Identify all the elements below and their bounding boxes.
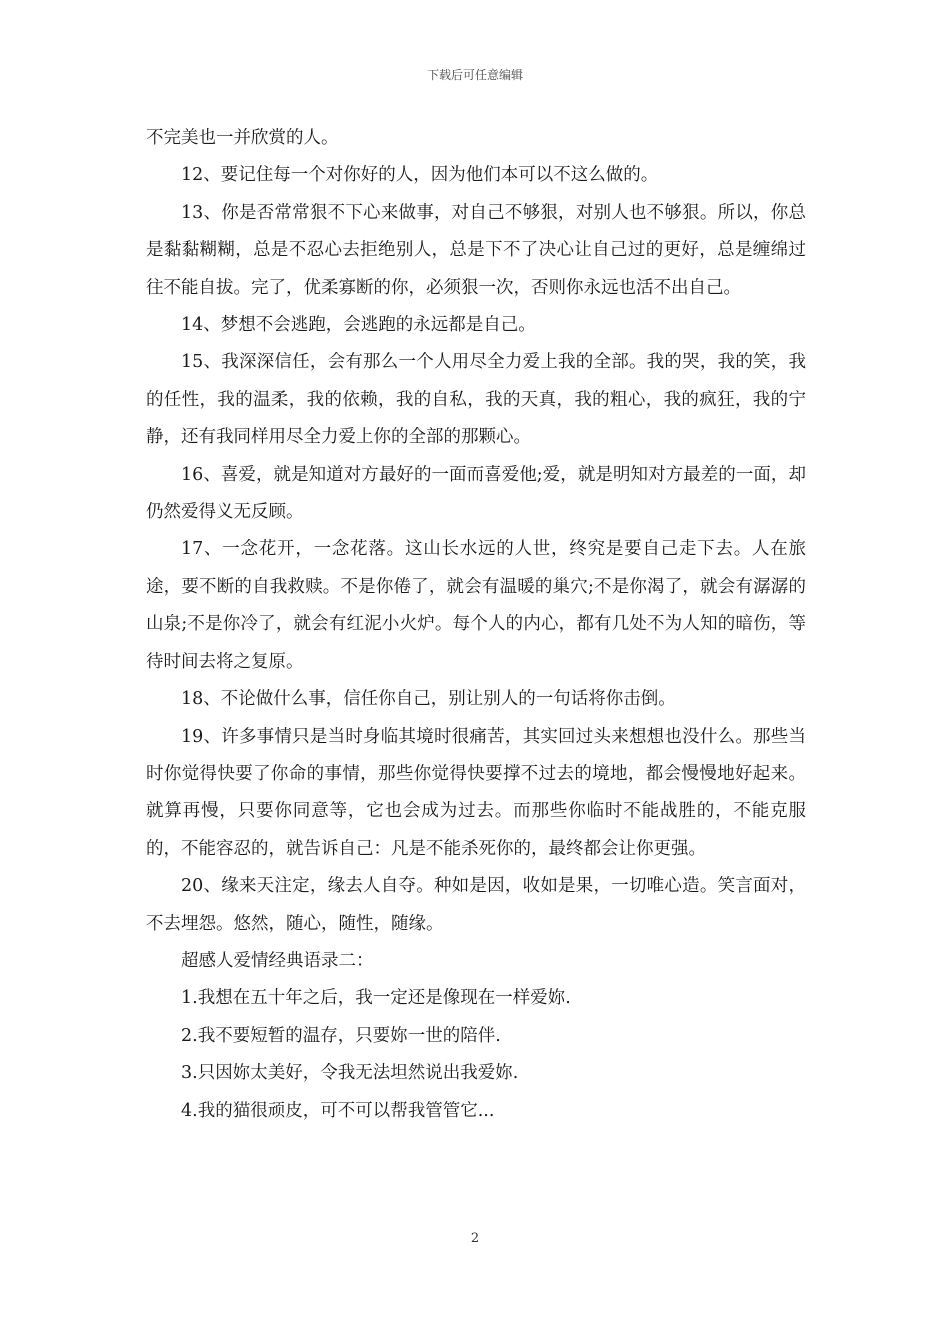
list-item: 3.只因妳太美好，令我无法坦然说出我爱妳. — [181, 1063, 519, 1084]
paragraph: 19、许多事情只是当时身临其境时很痛苦，其实回过头来想想也没什么。那些当时你觉得快要了你命的事情，那些你觉得快要撑不过去的境地，都会慢慢地好起来。就算再慢，只要你同意等，它也会成为过去。而那些你临时不能战胜的，不能克服的，不能容忍的，就告诉自己：凡是不能杀死你的，最终都会让你更强。 — [146, 726, 806, 859]
paragraph: 17、一念花开，一念花落。这山长水远的人世，终究是要自己走下去。人在旅途，要不断的自我救赎。不是你倦了，就会有温暖的巢穴;不是你渴了，就会有潺潺的山泉;不是你冷了，就会有红泥小火炉。每个人的内心，都有几处不为人知的暗伤，等待时间去将之复原。 — [146, 539, 806, 672]
paragraph: 16、喜爱，就是知道对方最好的一面而喜爱他;爱，就是明知对方最差的一面，却仍然爱得义无反顾。 — [146, 464, 806, 523]
section-heading: 超感人爱情经典语录二： — [181, 950, 374, 971]
list-item: 1.我想在五十年之后，我一定还是像现在一样爱妳. — [181, 988, 571, 1009]
page-number: 2 — [470, 1231, 480, 1246]
paragraph: 15、我深深信任，会有那么一个人用尽全力爱上我的全部。我的哭，我的笑，我的任性，我的温柔，我的依赖，我的自私，我的天真，我的粗心，我的疯狂，我的宁静，还有我同样用尽全力爱上你的全部的那颗心。 — [146, 352, 806, 448]
paragraph: 18、不论做什么事，信任你自己，别让别人的一句话将你击倒。 — [181, 689, 676, 710]
list-item: 2.我不要短暂的温存，只要妳一世的陪伴. — [181, 1025, 501, 1046]
paragraph: 12、要记住每一个对你好的人，因为他们本可以不这么做的。 — [181, 165, 659, 186]
paragraph: 不完美也一并欣赏的人。 — [146, 128, 339, 148]
paragraph: 20、缘来天注定，缘去人自夺。种如是因，收如是果，一切唯心造。笑言面对，不去埋怨。悠然，随心，随性，随缘。 — [146, 876, 806, 934]
list-item: 4.我的猫很顽皮，可不可以帮我管管它... — [181, 1100, 495, 1121]
paragraph: 13、你是否常常狠不下心来做事，对自己不够狠，对别人也不够狠。所以，你总是黏黏糊糊，总是不忍心去拒绝别人，总是下不了决心让自己过的更好，总是缠绵过往不能自拔。完了，优柔寡断的你，必须狠一次，否则你永远也活不出自己。 — [146, 202, 806, 298]
paragraph: 14、梦想不会逃跑，会逃跑的永远都是自己。 — [181, 315, 536, 336]
document-body — [146, 120, 806, 1130]
page-header: 下载后可任意编辑 — [426, 68, 523, 82]
